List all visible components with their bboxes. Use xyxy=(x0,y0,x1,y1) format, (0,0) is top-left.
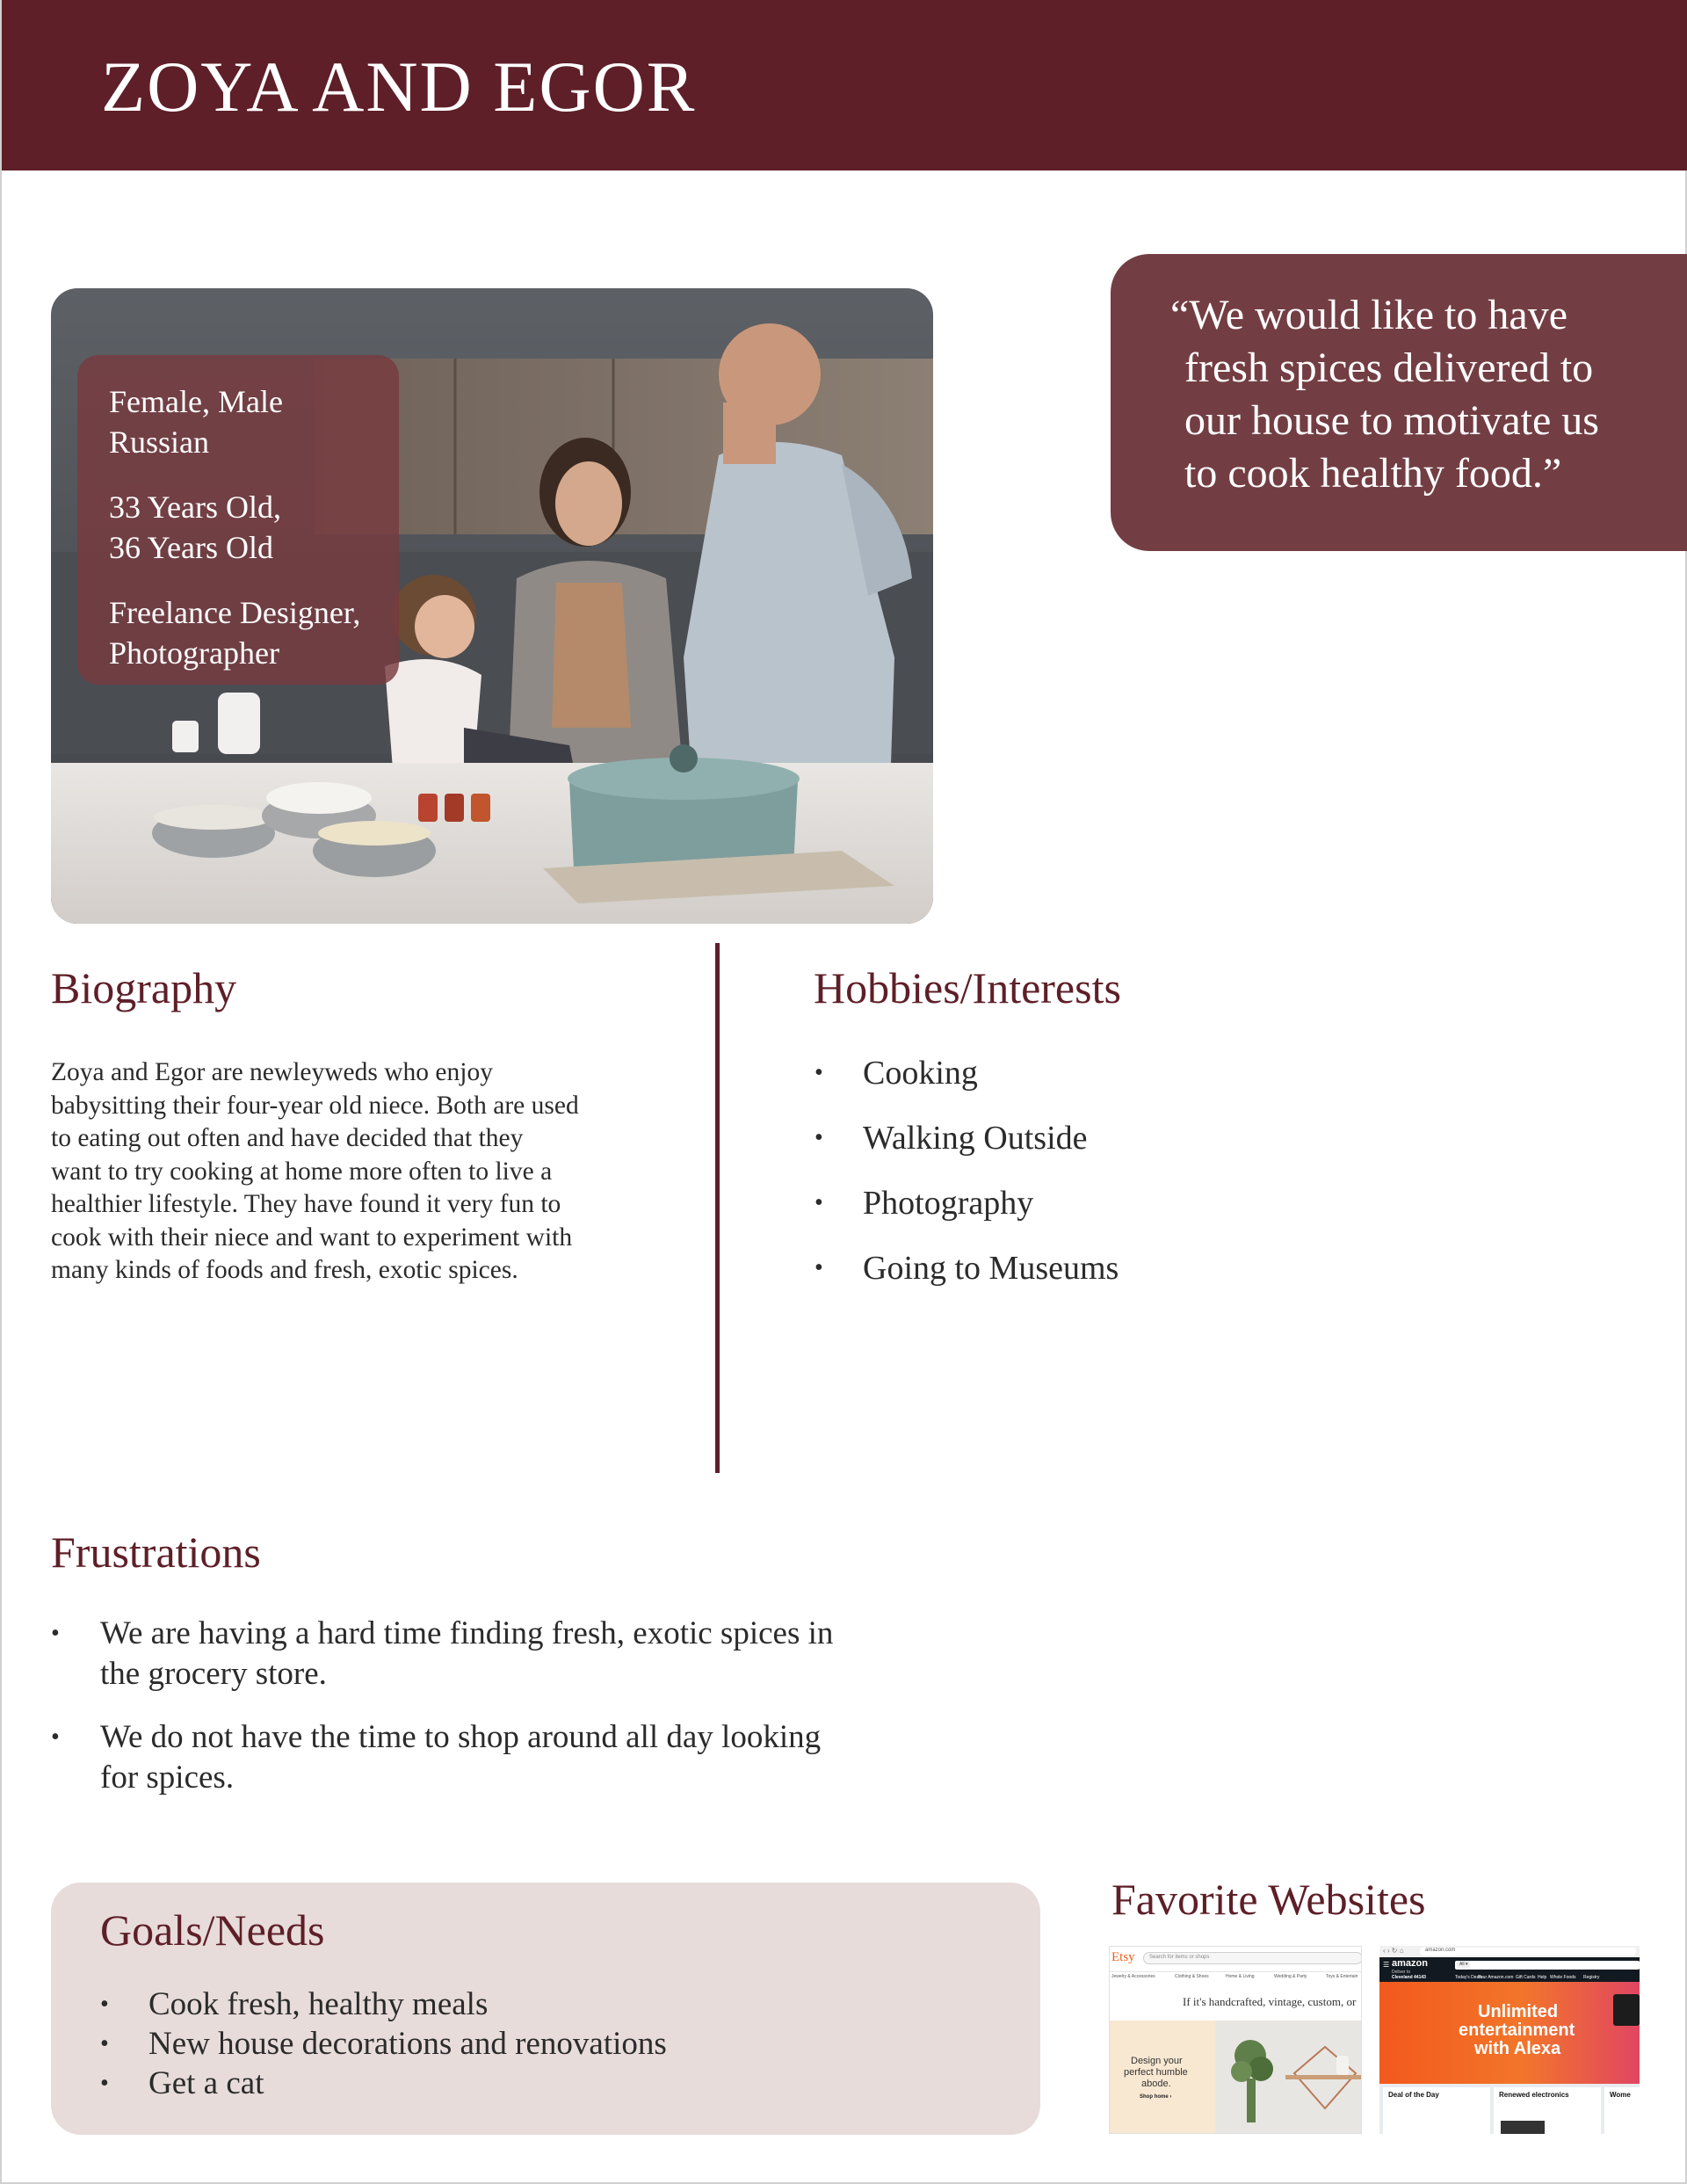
amazon-banner[interactable] xyxy=(1379,1982,1640,2084)
amazon-logo: amazon xyxy=(1392,1958,1428,1969)
etsy-promo-line: abode. xyxy=(1141,2079,1171,2089)
frustration-line: the grocery store. xyxy=(100,1656,327,1692)
bullet-icon: • xyxy=(815,1254,823,1281)
etsy-nav-item: Home & Living xyxy=(1226,1974,1255,1979)
etsy-logo: Etsy xyxy=(1111,1950,1135,1964)
list-item xyxy=(51,1614,833,1694)
demographics-panel xyxy=(77,355,399,685)
quote-line: our house to motivate us xyxy=(1184,397,1599,444)
etsy-nav-item: Wedding & Party xyxy=(1274,1974,1307,1979)
etsy-promo-line: Design your xyxy=(1131,2056,1183,2066)
frustrations-list xyxy=(51,1614,833,1821)
deliver-to-label: Deliver to xyxy=(1392,1970,1411,1975)
card-title: Wome xyxy=(1610,2091,1631,2099)
bullet-icon: • xyxy=(100,2070,109,2097)
search-scope[interactable]: All ▾ xyxy=(1457,1961,1470,1968)
etsy-nav-divider xyxy=(1110,1971,1362,1972)
biography-line: Zoya and Egor are newleyweds who enjoy xyxy=(51,1058,493,1086)
amazon-screenshot xyxy=(1379,1946,1640,2134)
amazon-cards-row xyxy=(1379,2084,1640,2134)
list-item xyxy=(100,2024,667,2064)
bullet-icon: • xyxy=(100,2030,109,2057)
frustrations-heading: Frustrations xyxy=(51,1527,261,1577)
goal-text: Cook fresh, healthy meals xyxy=(148,1986,489,2022)
etsy-shop-link[interactable]: Shop home › xyxy=(1140,2094,1172,2100)
biography-line: healthier lifestyle. They have found it very fun to xyxy=(51,1190,561,1218)
quote-line: to cook healthy food.” xyxy=(1184,450,1562,497)
gender-text: Female, Male xyxy=(109,384,283,419)
etsy-nav-item: Toys & Entertain xyxy=(1326,1974,1358,1979)
quote-line: “We would like to have xyxy=(1170,292,1568,338)
amazon-card[interactable] xyxy=(1604,2087,1640,2134)
amazon-nav-item[interactable]: Whole Foods xyxy=(1550,1975,1576,1980)
amazon-search-bar[interactable] xyxy=(1455,1961,1640,1970)
list-item xyxy=(815,1116,1119,1181)
age-text: 36 Years Old xyxy=(109,530,274,565)
hobbies-list xyxy=(815,1051,1119,1311)
goals-list xyxy=(100,1984,667,2103)
amazon-header xyxy=(1379,1957,1640,1982)
hobby-text: Going to Museums xyxy=(863,1250,1119,1287)
hobby-text: Photography xyxy=(863,1185,1034,1222)
browser-url: amazon.com xyxy=(1425,1948,1456,1953)
bullet-icon: • xyxy=(51,1620,60,1647)
etsy-promo-panel xyxy=(1110,2021,1215,2134)
biography-line: many kinds of foods and fresh, exotic spices. xyxy=(51,1256,518,1284)
amazon-card[interactable] xyxy=(1383,2087,1490,2134)
biography-line: cook with their niece and want to experiment with xyxy=(51,1223,573,1252)
websites-heading: Favorite Websites xyxy=(1111,1875,1426,1924)
amazon-nav-item[interactable]: Today's Deals xyxy=(1455,1975,1482,1980)
quote-box xyxy=(1111,254,1687,551)
section-divider xyxy=(715,943,720,1473)
menu-icon[interactable]: ☰ xyxy=(1383,1961,1390,1969)
amazon-nav-item[interactable]: Help xyxy=(1538,1975,1547,1980)
bullet-icon: • xyxy=(51,1723,60,1751)
frustration-line: We are having a hard time finding fresh, exotic spices in xyxy=(100,1615,834,1651)
etsy-promo-line: perfect humble xyxy=(1124,2067,1188,2078)
etsy-screenshot xyxy=(1109,1946,1362,2134)
biography-line: babysitting their four-year old niece. Both are used xyxy=(51,1091,579,1120)
banner-line: Unlimited xyxy=(1478,2002,1559,2021)
list-item xyxy=(100,2064,667,2103)
browser-toolbar xyxy=(1379,1946,1640,1957)
list-item xyxy=(815,1181,1119,1246)
amazon-nav-item[interactable]: Your Amazon.com xyxy=(1478,1975,1514,1980)
goals-heading: Goals/Needs xyxy=(100,1905,325,1955)
goal-text: Get a cat xyxy=(148,2065,264,2101)
amazon-card[interactable] xyxy=(1494,2087,1601,2134)
deliver-to-city: Cleveland 44143 xyxy=(1392,1975,1426,1980)
quote-line: fresh spices delivered to xyxy=(1184,345,1594,391)
plant-shelf-icon xyxy=(1215,2021,1362,2134)
biography-line: to eating out often and have decided that they xyxy=(51,1124,524,1152)
list-item xyxy=(815,1051,1119,1116)
bullet-icon: • xyxy=(100,1991,109,2018)
etsy-tagline: If it's handcrafted, vintage, custom, or xyxy=(1183,1995,1357,2008)
gender-nationality xyxy=(109,381,399,462)
etsy-search-placeholder: Search for items or shops xyxy=(1149,1955,1210,1960)
biography-line: want to try cooking at home more often to live a xyxy=(51,1157,553,1186)
card-title: Renewed electronics xyxy=(1499,2091,1569,2099)
device-image xyxy=(1613,1994,1640,2026)
etsy-nav-item: Jewelry & Accessories xyxy=(1111,1974,1155,1979)
frustration-line: for spices. xyxy=(100,1760,235,1796)
biography-heading: Biography xyxy=(51,963,237,1012)
frustration-line: We do not have the time to shop around all day looking xyxy=(100,1719,822,1755)
page-title: ZOYA AND EGOR xyxy=(101,47,697,127)
bullet-icon: • xyxy=(815,1059,823,1086)
occupation-text: Photographer xyxy=(109,635,279,671)
occupation-text: Freelance Designer, xyxy=(109,595,361,630)
card-title: Deal of the Day xyxy=(1388,2091,1439,2099)
browser-url-bar[interactable] xyxy=(1420,1948,1636,1955)
banner-line: entertainment xyxy=(1459,2021,1575,2040)
hobbies-heading: Hobbies/Interests xyxy=(814,963,1121,1012)
etsy-search-bar xyxy=(1143,1952,1362,1964)
browser-nav-icons: ‹ › ↻ ⌂ xyxy=(1383,1947,1404,1955)
occupations xyxy=(109,592,399,673)
etsy-promo-image xyxy=(1215,2021,1362,2134)
list-item xyxy=(815,1246,1119,1311)
bullet-icon: • xyxy=(815,1124,823,1151)
list-item xyxy=(100,1984,667,2024)
banner-line: with Alexa xyxy=(1474,2039,1561,2058)
goal-text: New house decorations and renovations xyxy=(148,2026,667,2062)
amazon-nav-item[interactable]: Gift Cards xyxy=(1516,1975,1536,1980)
hobby-text: Walking Outside xyxy=(863,1120,1088,1157)
hobby-text: Cooking xyxy=(863,1055,978,1092)
electronics-image xyxy=(1501,2121,1545,2134)
ages xyxy=(109,487,399,568)
amazon-nav-item[interactable]: Registry xyxy=(1583,1975,1600,1980)
header-band xyxy=(2,0,1687,171)
list-item xyxy=(51,1717,833,1798)
bullet-icon: • xyxy=(815,1189,823,1216)
biography-text xyxy=(51,1056,631,1288)
nationality-text: Russian xyxy=(109,424,210,460)
etsy-nav-item: Clothing & Shoes xyxy=(1175,1974,1209,1979)
age-text: 33 Years Old, xyxy=(109,490,282,525)
